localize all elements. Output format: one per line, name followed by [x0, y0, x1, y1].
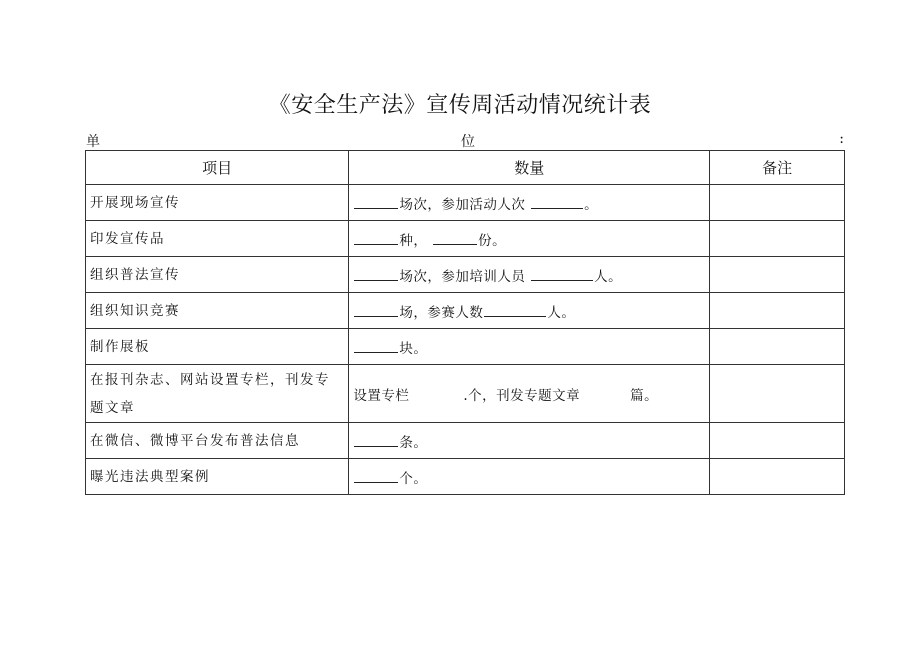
quantity-cell — [349, 329, 710, 365]
fill-blank[interactable] — [531, 194, 583, 209]
item-cell: 曝光违法典型案例 — [86, 459, 349, 495]
unit-label-wei: 位 — [461, 134, 475, 150]
fill-blank[interactable] — [433, 230, 477, 245]
item-cell: 印发宣传品 — [86, 221, 349, 257]
quantity-text: 条。 — [399, 434, 428, 451]
remarks-cell[interactable] — [710, 293, 845, 329]
table-header-row — [86, 151, 845, 185]
quantity-text: 场次，参加培训人员 — [399, 268, 526, 285]
quantity-text: 设置专栏 — [353, 387, 410, 404]
unit-label-colon: : — [839, 131, 844, 147]
fill-blank[interactable] — [354, 266, 398, 281]
quantity-text: 人。 — [547, 304, 576, 321]
quantity-text: 份。 — [478, 232, 507, 249]
quantity-cell — [349, 293, 710, 329]
remarks-cell[interactable] — [710, 257, 845, 293]
quantity-text: 个。 — [399, 470, 428, 487]
fill-blank[interactable] — [484, 302, 546, 317]
quantity-cell — [349, 185, 710, 221]
fill-blank[interactable] — [531, 266, 593, 281]
table-row — [86, 185, 845, 221]
item-cell: 开展现场宣传 — [86, 185, 349, 221]
item-cell: 在微信、微博平台发布普法信息 — [86, 423, 349, 459]
item-cell: 在报刊杂志、网站设置专栏，刊发专题文章 — [86, 365, 349, 423]
remarks-cell[interactable] — [710, 365, 845, 423]
header-remarks: 备注 — [710, 151, 845, 185]
remarks-cell[interactable] — [710, 459, 845, 495]
table-row — [86, 329, 845, 365]
statistics-table — [85, 150, 845, 495]
remarks-cell[interactable] — [710, 329, 845, 365]
document-title: 《安全生产法》宣传周活动情况统计表 — [268, 93, 652, 118]
quantity-text: 场，参赛人数 — [399, 304, 484, 321]
remarks-cell[interactable] — [710, 423, 845, 459]
quantity-cell — [349, 365, 710, 423]
quantity-text: 。 — [584, 196, 599, 213]
fill-blank[interactable] — [354, 338, 398, 353]
fill-blank[interactable] — [354, 302, 398, 317]
quantity-text: .个，刊发专题文章 — [463, 387, 581, 404]
item-cell: 组织知识竞赛 — [86, 293, 349, 329]
quantity-cell — [349, 221, 710, 257]
quantity-text: 篇。 — [630, 387, 659, 404]
header-item: 项目 — [86, 151, 349, 185]
table-row — [86, 365, 845, 423]
quantity-text: 块。 — [399, 340, 428, 357]
table-row — [86, 423, 845, 459]
item-cell: 制作展板 — [86, 329, 349, 365]
header-quantity: 数量 — [349, 151, 710, 185]
table-row — [86, 221, 845, 257]
quantity-cell — [349, 257, 710, 293]
unit-label-dan: 单 — [86, 134, 100, 150]
quantity-text: 种， — [399, 232, 428, 249]
quantity-cell — [349, 423, 710, 459]
quantity-text: 场次，参加活动人次 — [399, 196, 526, 213]
table-row — [86, 257, 845, 293]
quantity-cell — [349, 459, 710, 495]
fill-blank[interactable] — [354, 194, 398, 209]
table-row — [86, 293, 845, 329]
fill-blank[interactable] — [354, 230, 398, 245]
table-row — [86, 459, 845, 495]
quantity-text: 人。 — [594, 268, 623, 285]
fill-blank[interactable] — [354, 468, 398, 483]
item-cell: 组织普法宣传 — [86, 257, 349, 293]
remarks-cell[interactable] — [710, 221, 845, 257]
remarks-cell[interactable] — [710, 185, 845, 221]
unit-line — [86, 131, 846, 149]
fill-blank[interactable] — [354, 432, 398, 447]
